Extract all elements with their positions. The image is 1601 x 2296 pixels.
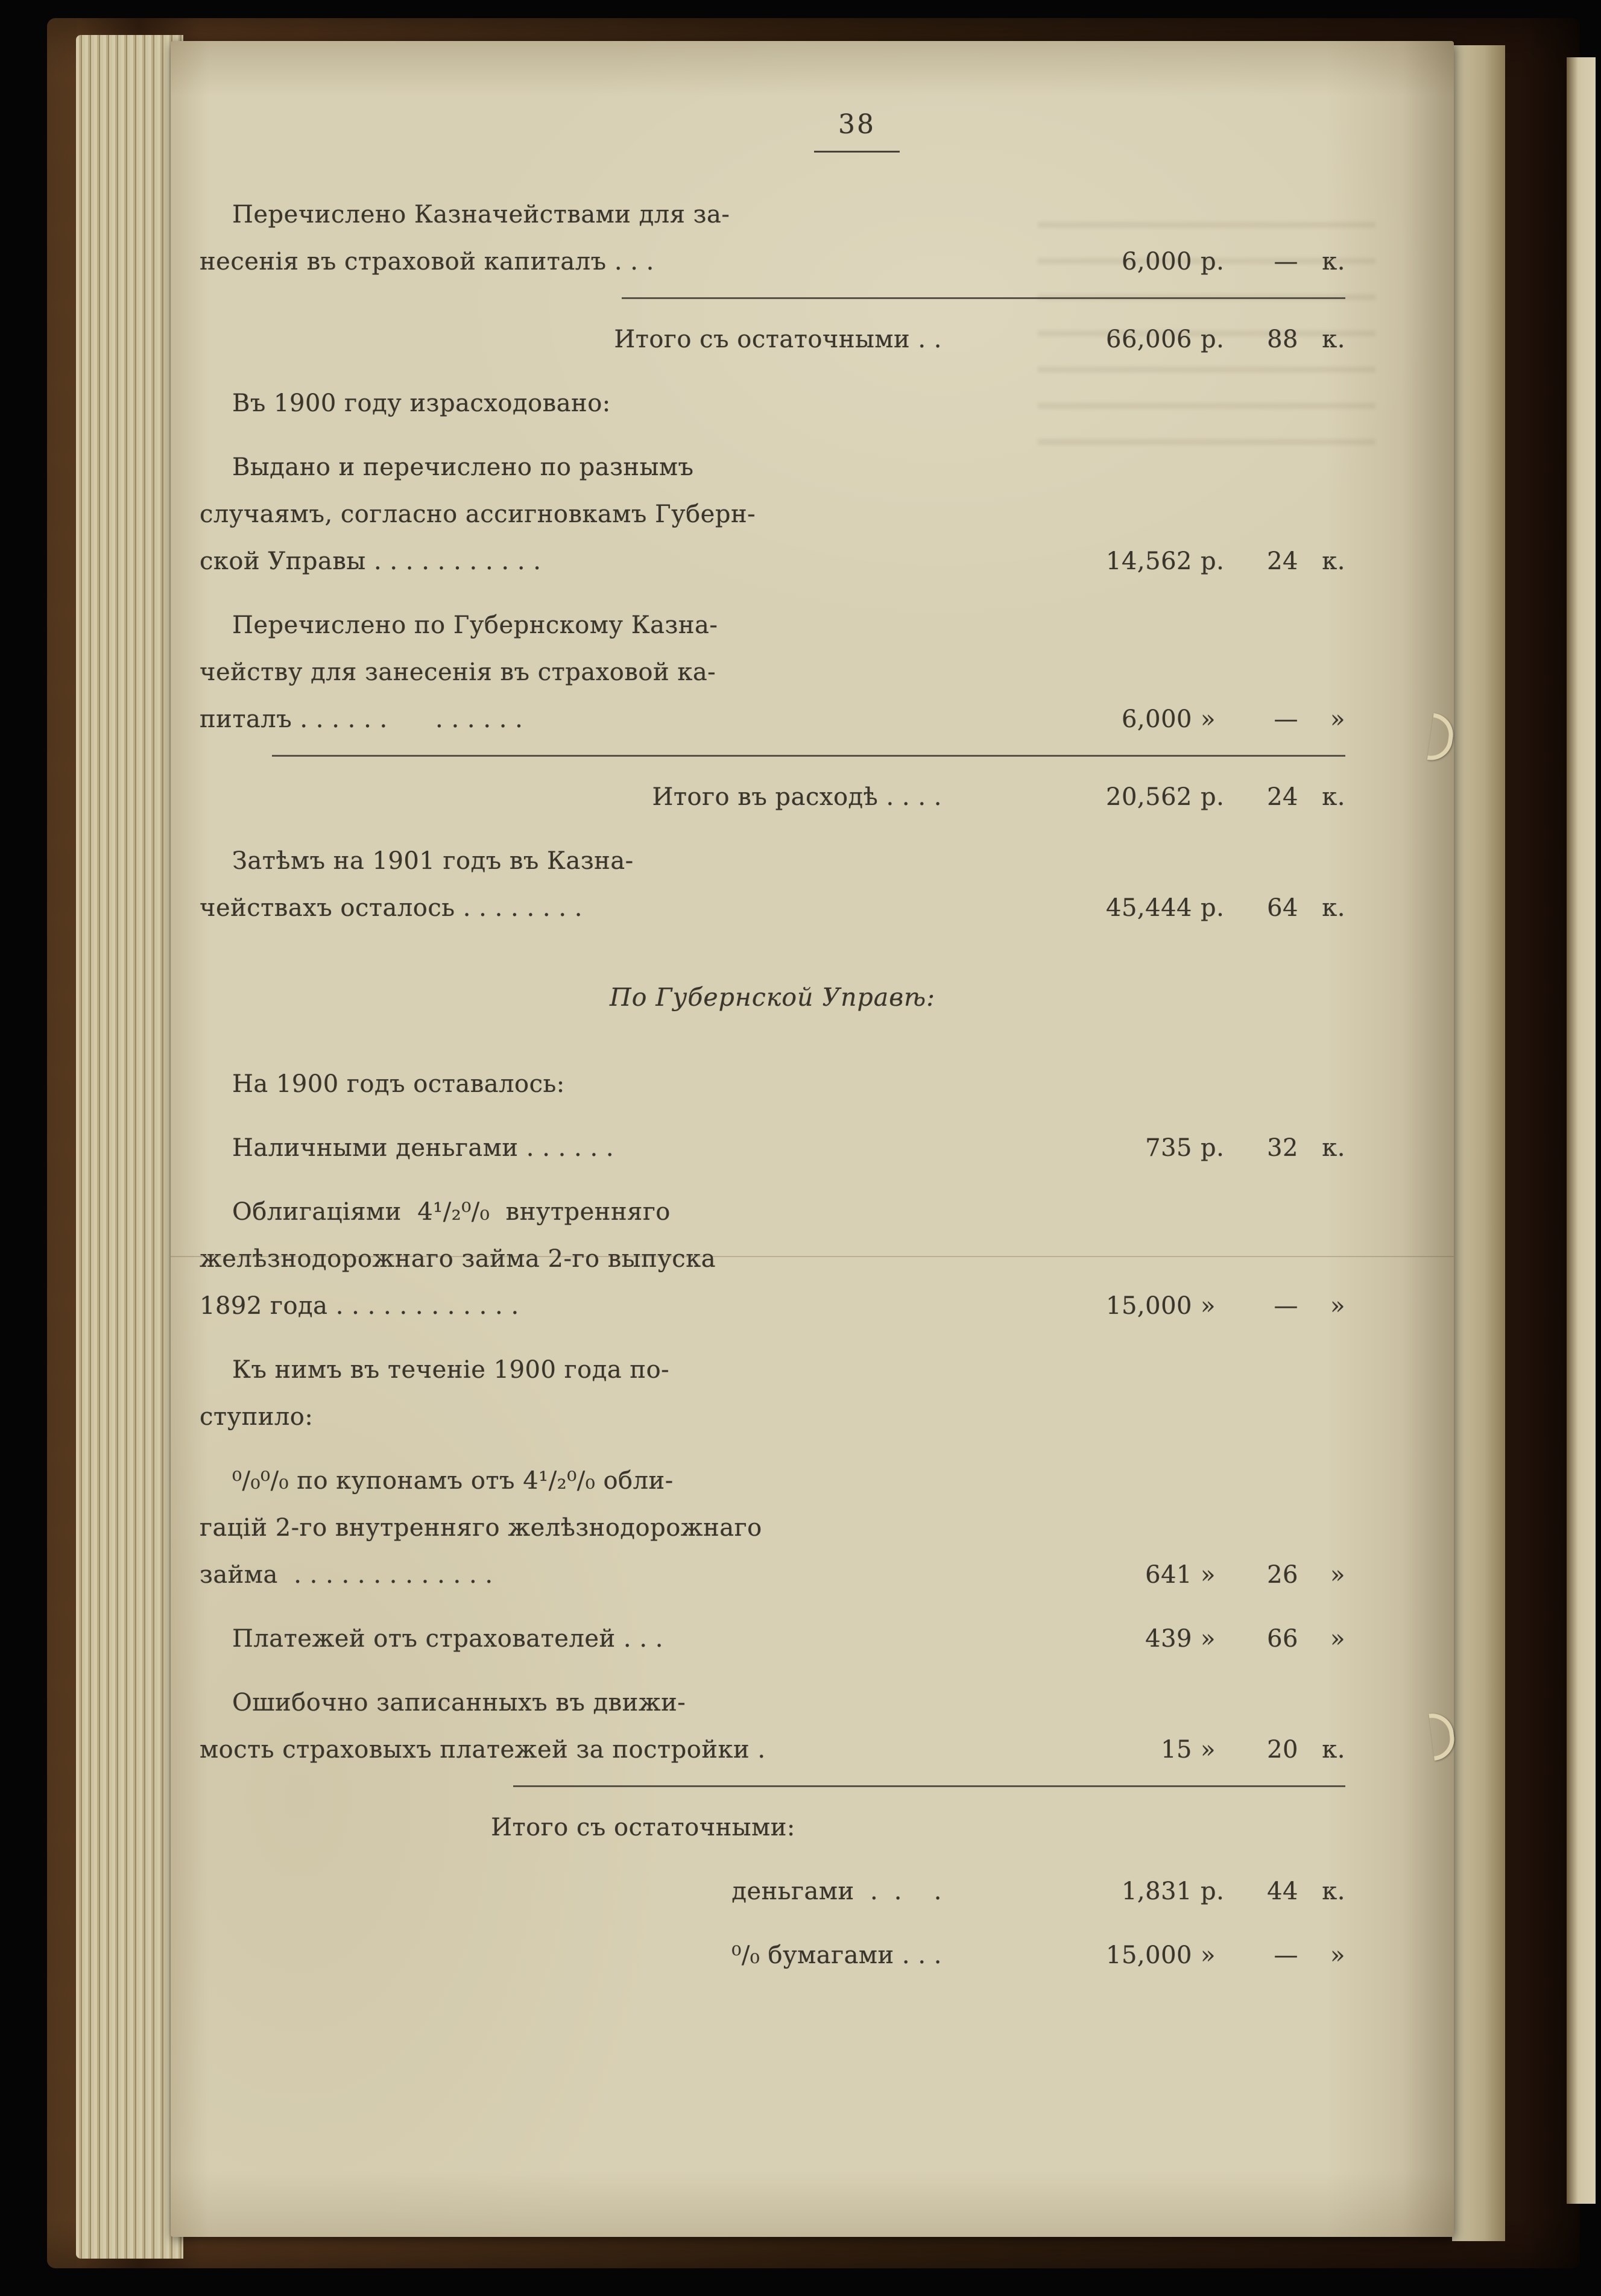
text-line: ступило: [200,1403,314,1431]
amount-rubles: 20,562 [1106,783,1192,811]
kopeck-mark: к. [1322,1736,1345,1764]
text-line: Облигаціями 4¹/₂⁰/₀ внутренняго [232,1198,671,1226]
text-line: Итого съ остаточными: [491,1814,795,1841]
ledger [200,191,1345,1979]
amount-kopecks: 20 [1267,1736,1298,1764]
underlying-page-edge [1452,45,1505,2241]
ledger-row [200,380,1345,427]
ledger-row [200,1679,1345,1773]
ledger-row-text [200,1457,1087,1598]
ruble-mark: р. [1201,547,1225,575]
kopeck-mark: » [1330,1292,1345,1320]
kopeck-mark: » [1330,1561,1345,1589]
text-line: ⁰/₀⁰/₀ по купонамъ отъ 4¹/₂⁰/₀ обли- [232,1467,674,1495]
amount-kopecks: 32 [1267,1134,1298,1162]
ledger-row [200,1061,1345,1108]
text-line: Въ 1900 году израсходовано: [232,390,611,417]
kopeck-mark: к. [1322,326,1345,353]
text-line: Ошибочно записанныхъ въ движи- [232,1689,686,1717]
kopeck-mark: к. [1322,783,1345,811]
ledger-row [200,1804,1345,1851]
ruble-mark: » [1201,1561,1216,1589]
text-line: Платежей отъ страхователей . . . [232,1625,663,1653]
ledger-row [200,1868,1345,1915]
text-line: ской Управы . . . . . . . . . . . [200,547,542,575]
page-content [200,101,1345,1996]
ledger-row [200,1188,1345,1329]
ledger-row [200,1346,1345,1440]
amount-kopecks: 66 [1267,1625,1298,1653]
text-line: деньгами . . . [731,1878,942,1905]
ledger-row [200,444,1345,585]
text-line: желѣзнодорожнаго займа 2-го выпуска [200,1245,716,1273]
text-line: чействахъ осталось . . . . . . . . [200,894,583,922]
book-page [171,41,1454,2237]
amount-rubles: 15 [1161,1736,1192,1764]
ledger-row-text [200,1346,1087,1440]
ruble-mark: р. [1201,783,1225,811]
section-heading: По Губернской Управѣ: [609,983,936,1012]
ruble-mark: » [1201,705,1216,733]
ledger-row-text [200,602,1087,743]
text-line: 1892 года . . . . . . . . . . . . [200,1292,519,1320]
amount-rubles: 6,000 [1121,705,1192,733]
text-line: гацій 2-го внутренняго желѣзнодорожнаго [200,1514,762,1542]
amount-kopecks: — [1274,705,1298,733]
ledger-row-text [200,1188,1087,1329]
amount-kopecks: 26 [1267,1561,1298,1589]
amount-kopecks: — [1274,248,1298,276]
ledger-row-text [200,444,1087,585]
page-stack-edges [76,35,183,2259]
ruble-mark: р. [1201,326,1225,353]
amount-rubles: 45,444 [1106,894,1192,922]
ruble-mark: р. [1201,1878,1225,1905]
text-line: На 1900 годъ оставалось: [232,1070,565,1098]
text-line: чейству для занесенія въ страховой ка- [200,658,716,686]
ledger-row-text [200,316,1087,363]
kopeck-mark: » [1330,1625,1345,1653]
amount-kopecks: 24 [1267,783,1298,811]
amount-rubles: 439 [1145,1625,1192,1653]
kopeck-mark: » [1330,705,1345,733]
amount-rubles: 15,000 [1106,1292,1192,1320]
ruble-mark: » [1201,1625,1216,1653]
text-line: Итого въ расходѣ . . . . [652,783,942,811]
ledger-row [200,774,1345,821]
ruble-mark: » [1201,1736,1216,1764]
text-line: несенія въ страховой капиталъ . . . [200,248,654,276]
ledger-rule [513,1785,1345,1787]
amount-rubles: 735 [1145,1134,1192,1162]
ledger-rule [622,297,1345,299]
ledger-row [200,1124,1345,1172]
text-line: Перечислено по Губернскому Казна- [232,611,718,639]
ruble-mark: р. [1201,248,1225,276]
amount-kopecks: 88 [1267,326,1298,353]
ledger-row [200,1457,1345,1598]
ledger-row [200,316,1345,363]
amount-kopecks: — [1274,1941,1298,1969]
ledger-row-text [200,837,1087,932]
amount-kopecks: 24 [1267,547,1298,575]
opposite-page-sliver [1567,57,1596,2204]
kopeck-mark: к. [1322,1878,1345,1905]
ledger-row-text [200,1124,1087,1172]
ledger-row-text [200,1932,1087,1979]
ledger-row [200,602,1345,743]
amount-rubles: 66,006 [1106,326,1192,353]
text-line: ⁰/₀ бумагами . . . [731,1941,942,1969]
amount-rubles: 641 [1145,1561,1192,1589]
amount-rubles: 15,000 [1106,1941,1192,1969]
ledger-rule [272,755,1345,757]
text-line: мость страховыхъ платежей за постройки . [200,1736,766,1764]
ruble-mark: р. [1201,1134,1225,1162]
kopeck-mark: » [1330,1941,1345,1969]
kopeck-mark: к. [1322,894,1345,922]
text-line: Наличными деньгами . . . . . . [232,1134,614,1162]
amount-rubles: 6,000 [1121,248,1192,276]
amount-kopecks: — [1274,1292,1298,1320]
ledger-row-text [200,191,1087,285]
page-number-wrap [200,101,1345,153]
amount-kopecks: 44 [1267,1878,1298,1905]
ledger-row-text [200,1679,1087,1773]
ledger-row [200,837,1345,932]
text-line: Итого съ остаточными . . [614,326,942,353]
ledger-row [200,1932,1345,1979]
kopeck-mark: к. [1322,547,1345,575]
text-line: питалъ . . . . . . . . . . . . [200,705,523,733]
ledger-row [200,191,1345,285]
ledger-row [200,1615,1345,1662]
ruble-mark: р. [1201,894,1225,922]
ledger-row-text [200,1868,1087,1915]
text-line: случаямъ, согласно ассигновкамъ Губерн- [200,500,756,528]
amount-kopecks: 64 [1267,894,1298,922]
ledger-row-text [200,774,1087,821]
ruble-mark: » [1201,1292,1216,1320]
ledger-row-text [200,1615,1087,1662]
ruble-mark: » [1201,1941,1216,1969]
text-line: займа . . . . . . . . . . . . . [200,1561,493,1589]
amount-rubles: 1,831 [1121,1878,1192,1905]
kopeck-mark: к. [1322,1134,1345,1162]
ledger-row-text [200,1061,1087,1108]
kopeck-mark: к. [1322,248,1345,276]
ledger-row-text [200,380,1087,427]
text-line: Выдано и перечислено по разнымъ [232,453,694,481]
text-line: Перечислено Казначействами для за- [232,201,730,229]
text-line: Къ нимъ въ теченіе 1900 года по- [232,1356,670,1384]
ledger-row-text [200,1804,1087,1851]
text-line: Затѣмъ на 1901 годъ въ Казна- [232,847,634,875]
amount-rubles: 14,562 [1106,547,1192,575]
page-number: 38 [814,101,900,153]
